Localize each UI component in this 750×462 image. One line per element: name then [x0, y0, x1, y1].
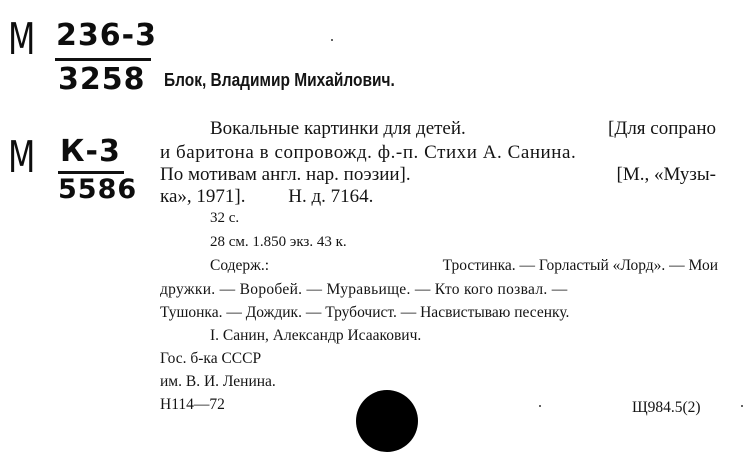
title-line-3	[160, 164, 716, 186]
call-number-1-top: 236-3	[56, 18, 157, 53]
call-number-1-bottom: 3258	[58, 62, 146, 97]
classification-code: Щ984.5(2)	[632, 399, 701, 416]
source-note: По мотивам англ. нар. поэзии].	[160, 164, 411, 185]
imprint-end: ка», 1971].	[160, 186, 246, 207]
call-letter-2: М	[8, 132, 37, 183]
added-entry: I. Санин, Александр Исаакович.	[210, 327, 422, 344]
imprint-start: [М., «Музы-	[616, 164, 716, 185]
speck	[331, 39, 333, 41]
pages: 32 с.	[210, 210, 240, 226]
library-line-1: Гос. б-ка СССР	[160, 350, 262, 367]
contents-label: Содерж.:	[210, 257, 270, 274]
title-line-4	[160, 186, 373, 208]
title-line-2: и баритона в сопровожд. ф.-п. Стихи А. Санина.	[160, 142, 577, 163]
call-letter-1: М	[8, 14, 37, 65]
speck	[741, 405, 743, 407]
contents-line-3: Тушонка. — Дождик. — Трубочист. — Насвистываю песенку.	[160, 304, 570, 321]
size-copies-price: 28 см. 1.850 экз. 43 к.	[210, 234, 347, 250]
contents-line-1	[210, 256, 718, 276]
contents-items-1: Тростинка. — Горластый «Лорд». — Мои	[442, 257, 718, 274]
call-number-2-bottom: 5586	[58, 174, 138, 205]
call-number-2-top: К-3	[60, 134, 121, 169]
card-number: Н114—72	[160, 396, 225, 413]
title-text: Вокальные картинки для детей.	[210, 118, 466, 139]
call-number-1-rule	[55, 58, 151, 61]
library-line-2: им. В. И. Ленина.	[160, 373, 276, 390]
title-line-1	[210, 118, 716, 140]
speck	[539, 405, 541, 407]
author-heading: Блок, Владимир Михайлович.	[164, 70, 395, 90]
plate-number: Н. д. 7164.	[288, 186, 374, 207]
punch-hole	[356, 390, 418, 452]
contents-line-2: дружки. — Воробей. — Муравьище. — Кто кого позвал. —	[160, 281, 568, 298]
voice-note: [Для сопрано	[608, 118, 716, 139]
